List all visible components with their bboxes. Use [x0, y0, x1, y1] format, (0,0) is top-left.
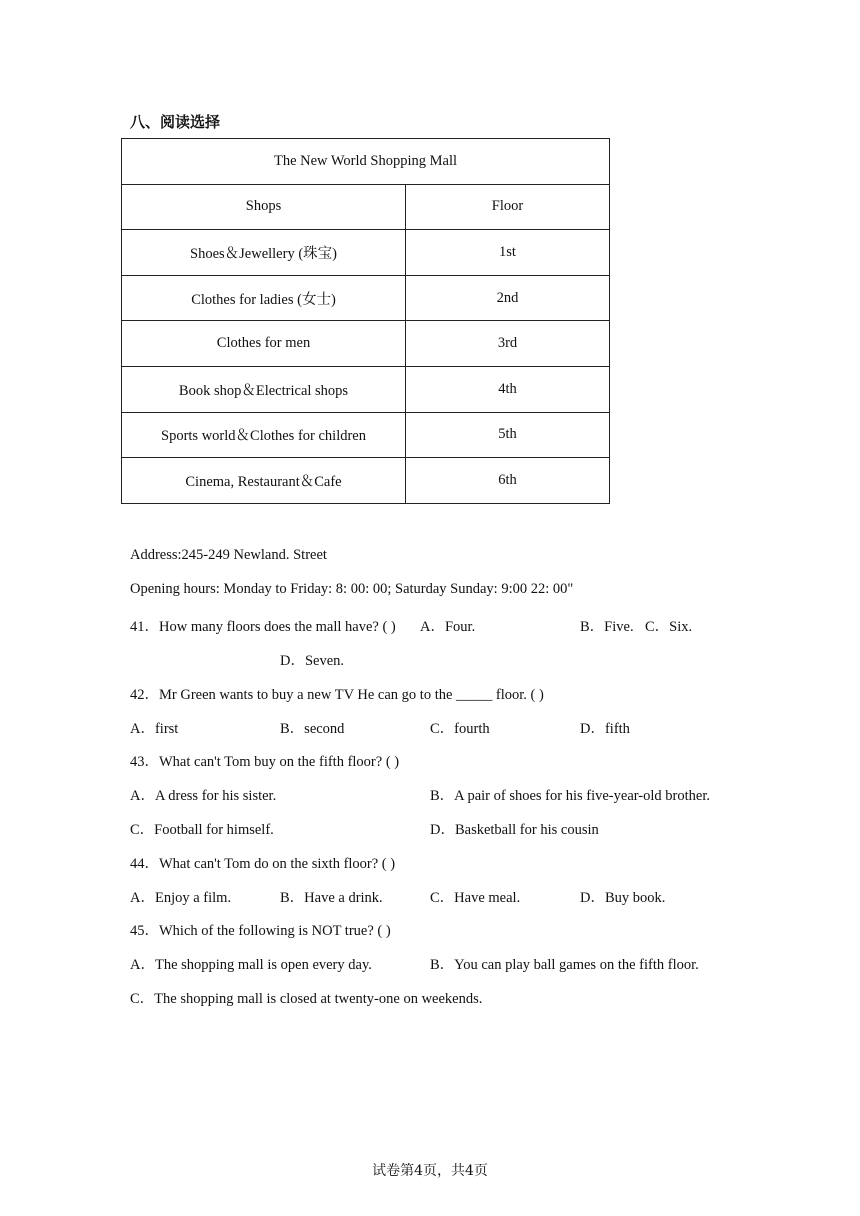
q41-option-c: C．Six.	[645, 619, 693, 635]
q45-option-c: C．The shopping mall is closed at twenty-one on weekends.	[130, 991, 483, 1007]
q45-option-a: A．The shopping mall is open every day.	[130, 957, 372, 973]
q42-option-d: D．fifth	[580, 721, 630, 737]
shop-cell: Sports world＆Clothes for children	[122, 412, 406, 458]
q43-option-c: C．Football for himself.	[130, 822, 274, 838]
q42-option-b: B．second	[280, 721, 345, 737]
table-header-row	[122, 184, 610, 230]
q44-option-a: A．Enjoy a film.	[130, 890, 232, 906]
shopping-mall-table	[121, 138, 610, 504]
floor-cell: 5th	[406, 412, 610, 458]
table-row	[122, 321, 610, 367]
address-text: Address:245-249 Newland. Street	[130, 547, 327, 563]
floor-cell: 1st	[406, 230, 610, 276]
q41-option-b: B．Five.	[580, 619, 634, 635]
header-shops: Shops	[122, 184, 406, 230]
shop-cell: Book shop＆Electrical shops	[122, 366, 406, 412]
table-row	[122, 458, 610, 504]
question-44-stem: 44．What can't Tom do on the sixth floor? ( )	[130, 856, 396, 872]
floor-cell: 3rd	[406, 321, 610, 367]
shop-cell: Shoes＆Jewellery (珠宝)	[122, 230, 406, 276]
table-row	[122, 366, 610, 412]
q41-option-a: A．Four.	[420, 619, 476, 635]
q45-option-b: B．You can play ball games on the fifth floor.	[430, 957, 699, 973]
floor-cell: 2nd	[406, 275, 610, 321]
table-row	[122, 275, 610, 321]
q43-option-b: B．A pair of shoes for his five-year-old brother.	[430, 788, 710, 804]
section-title: 八、阅读选择	[130, 113, 221, 131]
q44-option-d: D．Buy book.	[580, 890, 666, 906]
q44-option-c: C．Have meal.	[430, 890, 521, 906]
table-title-row	[122, 139, 610, 185]
table-row	[122, 230, 610, 276]
q43-option-d: D．Basketball for his cousin	[430, 822, 599, 838]
floor-cell: 4th	[406, 366, 610, 412]
question-45-stem: 45．Which of the following is NOT true? ( )	[130, 923, 391, 939]
floor-cell: 6th	[406, 458, 610, 504]
shop-cell: Clothes for men	[122, 321, 406, 367]
question-42-stem: 42．Mr Green wants to buy a new TV He can go to the _____ floor. ( )	[130, 687, 544, 703]
q43-option-a: A．A dress for his sister.	[130, 788, 277, 804]
opening-hours-text: Opening hours: Monday to Friday: 8: 00: 00; Saturday Sunday: 9:00 22: 00"	[130, 581, 574, 597]
q42-option-a: A．first	[130, 721, 179, 737]
q44-option-b: B．Have a drink.	[280, 890, 383, 906]
shop-cell: Cinema, Restaurant＆Cafe	[122, 458, 406, 504]
table-row	[122, 412, 610, 458]
question-43-stem: 43．What can't Tom buy on the fifth floor? ( )	[130, 754, 400, 770]
page-footer: 试卷第4页，共4页	[372, 1163, 488, 1179]
q42-option-c: C．fourth	[430, 721, 490, 737]
shop-cell: Clothes for ladies (女士)	[122, 275, 406, 321]
header-floor: Floor	[406, 184, 610, 230]
question-41-stem: 41．How many floors does the mall have? ( )	[130, 619, 396, 635]
q41-option-d: D．Seven.	[280, 653, 345, 669]
table-title: The New World Shopping Mall	[122, 139, 610, 185]
